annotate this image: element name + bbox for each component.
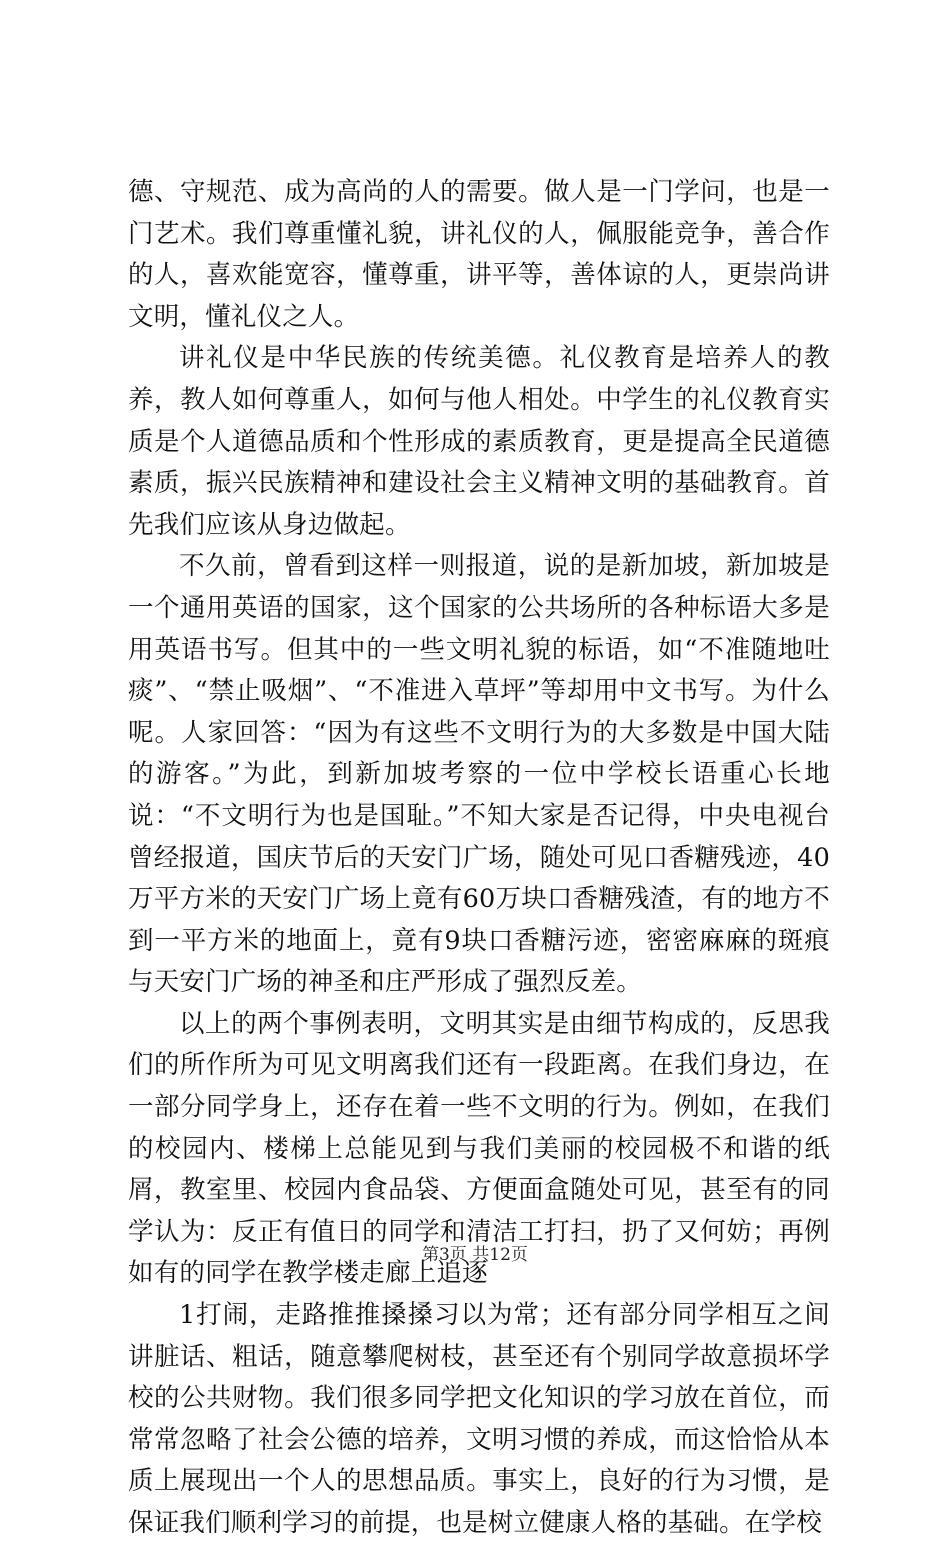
paragraph-1: 德、守规范、成为高尚的人的需要。做人是一门学问，也是一门艺术。我们尊重懂礼貌，讲礼仪的人，佩服能竞争，善合作的人，喜欢能宽容，懂尊重，讲平等，善体谅的人，更崇尚讲文明，懂礼仪之人。	[128, 177, 830, 332]
document-body	[128, 172, 830, 1545]
paragraph-5: 1打闹，走路推推搡搡习以为常；还有部分同学相互之间讲脏话、粗话，随意攀爬树枝，甚至还有个别同学故意损坏学校的公共财物。我们很多同学把文化知识的学习放在首位，而常常忽略了社会公德的培养，文明习惯的养成，而这恰恰从本质上展现出一个人的思想品质。事实上，良好的行为习惯，是保证我们顺利学习的前提，也是树立健康人格的基础。在学校	[128, 1300, 830, 1538]
paragraph-4: 以上的两个事例表明，文明其实是由细节构成的，反思我们的所作所为可见文明离我们还有一段距离。在我们身边，在一部分同学身上，还存在着一些不文明的行为。例如，在我们的校园内、楼梯上总能见到与我们美丽的校园极不和谐的纸屑，教室里、校园内食品袋、方便面盒随处可见，甚至有的同学认为：反正有值日的同学和清洁工打扫，扔了又何妨；再例如有的同学在教学楼走廊上追逐	[128, 1008, 830, 1289]
page-number-footer: 第3页 共12页	[422, 1245, 528, 1265]
paragraph-2: 讲礼仪是中华民族的传统美德。礼仪教育是培养人的教养，教人如何尊重人，如何与他人相处。中学生的礼仪教育实质是个人道德品质和个性形成的素质教育，更是提高全民道德素质，振兴民族精神和建设社会主义精神文明的基础教育。首先我们应该从身边做起。	[128, 343, 830, 540]
paragraph-3: 不久前，曾看到这样一则报道，说的是新加坡，新加坡是一个通用英语的国家，这个国家的公共场所的各种标语大多是用英语书写。但其中的一些文明礼貌的标语，如“不准随地吐痰”、“禁止吸烟”、“不准进入草坪”等却用中文书写。为什么呢。人家回答：“因为有这些不文明行为的大多数是中国大陆的游客。”为此，到新加坡考察的一位中学校长语重心长地说：“不文明行为也是国耻。”不知大家是否记得，中央电视台曾经报道，国庆节后的天安门广场，随处可见口香糖残迹，40万平方米的天安门广场上竟有60万块口香糖残渣，有的地方不到一平方米的地面上，竟有9块口香糖污迹，密密麻麻的斑痕与天安门广场的神圣和庄严形成了强烈反差。	[128, 551, 830, 998]
